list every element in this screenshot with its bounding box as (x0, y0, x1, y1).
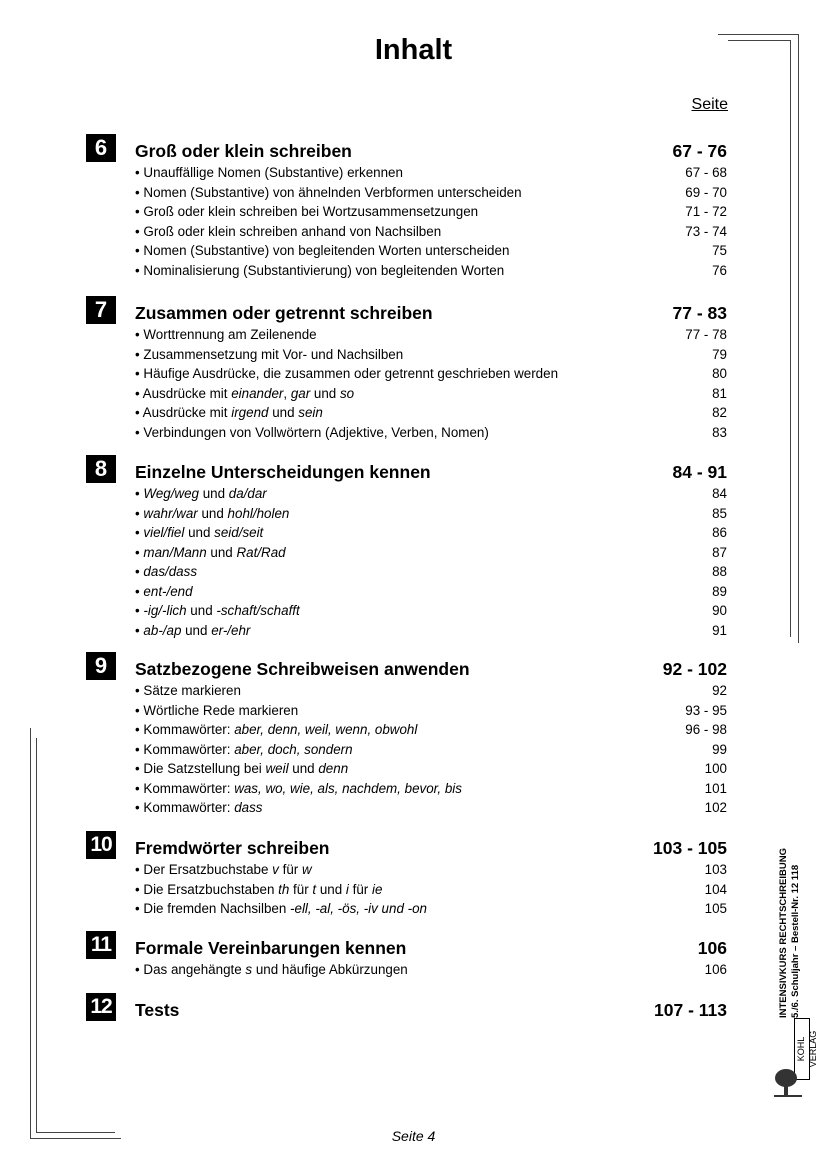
toc-entry-pages: 76 (712, 262, 727, 278)
publisher-logo (772, 1020, 818, 1100)
toc-entry (135, 345, 727, 365)
section-number-badge: 10 (86, 831, 116, 859)
toc-entry-text: • Ausdrücke mit irgend und sein (135, 405, 323, 420)
toc-entry-pages: 104 (704, 881, 727, 897)
toc-entry-pages: 81 (712, 385, 727, 401)
section-page-range: 106 (697, 938, 727, 958)
toc-entry-text: • Häufige Ausdrücke, die zusammen oder getrennt geschrieben werden (135, 366, 559, 381)
section-number-badge: 6 (86, 134, 116, 162)
toc-entry-text: • ab-/ap und er-/ehr (135, 622, 251, 638)
section-number-badge: 11 (86, 931, 116, 959)
toc-entry-text: • viel/fiel und seid/seit (135, 525, 264, 540)
toc-entry-pages: 87 (712, 544, 727, 560)
toc-entry (135, 163, 727, 183)
section-number-badge: 9 (86, 652, 116, 680)
toc-entry-pages: 102 (704, 800, 727, 815)
section-title: Groß oder klein schreiben (135, 141, 352, 161)
toc-entry-text: • Groß oder klein schreiben bei Wortzusammensetzungen (135, 204, 479, 219)
toc-entry-pages: 75 (712, 243, 727, 258)
toc-entry-pages: 93 - 95 (685, 702, 727, 718)
toc-entry-pages: 96 - 98 (685, 722, 727, 737)
toc-entry (135, 384, 727, 404)
toc-entry-pages: 85 (712, 505, 727, 521)
toc-entry-pages: 84 (712, 486, 727, 501)
side-series-title: INTENSIVKURS RECHTSCHREIBUNG (778, 848, 789, 1018)
page-column-label: Seite (691, 96, 728, 113)
section-items (135, 163, 727, 280)
toc-entry-text: • das/dass (135, 564, 198, 579)
toc-entry-text: • Verbindungen von Vollwörtern (Adjektive, Verben, Nomen) (135, 424, 489, 440)
toc-entry-pages: 89 (712, 583, 727, 599)
toc-entry-text: • Zusammensetzung mit Vor- und Nachsilben (135, 346, 404, 362)
toc-entry-text: • Sätze markieren (135, 683, 241, 698)
section-heading (135, 458, 727, 482)
toc-entry (135, 720, 727, 740)
toc-entry (135, 183, 727, 203)
page-title: Inhalt (374, 34, 453, 66)
section-items (135, 860, 727, 919)
toc-entry (135, 759, 727, 779)
toc-entry (135, 241, 727, 261)
section-items (135, 325, 727, 442)
section-heading (135, 299, 727, 323)
toc-entry-text: • Nomen (Substantive) von begleitenden Worten unterscheiden (135, 243, 510, 258)
toc-entry (135, 261, 727, 281)
corner-frame-top-right-inner (728, 40, 791, 637)
section-items (135, 960, 727, 980)
toc-entry-text: • man/Mann und Rat/Rad (135, 544, 286, 560)
toc-entry-text: • Kommawörter: dass (135, 800, 263, 815)
toc-entry-pages: 77 - 78 (685, 327, 727, 342)
section-number-badge: 8 (86, 455, 116, 483)
toc-entry-pages: 69 - 70 (685, 184, 727, 200)
toc-entry-pages: 92 (712, 683, 727, 698)
toc-entry-pages: 83 (712, 424, 727, 440)
toc-entry (135, 222, 727, 242)
toc-entry (135, 202, 727, 222)
section-items (135, 681, 727, 818)
toc-entry (135, 523, 727, 543)
toc-entry-text: • ent-/end (135, 583, 193, 599)
section-page-range: 84 - 91 (672, 462, 727, 482)
section-heading (135, 655, 727, 679)
toc-entry-pages: 86 (712, 525, 727, 540)
toc-entry-pages: 79 (712, 346, 727, 362)
toc-entry-text: • Groß oder klein schreiben anhand von Nachsilben (135, 223, 442, 239)
toc-entry-text: • Weg/weg und da/dar (135, 486, 267, 501)
toc-entry-text: • Die Satzstellung bei weil und denn (135, 761, 349, 776)
toc-entry-pages: 80 (712, 366, 727, 381)
side-order-number: 5./6. Schuljahr – Bestell-Nr. 12 118 (790, 864, 801, 1018)
section-heading (135, 996, 727, 1020)
section-title: Zusammen oder getrennt schreiben (135, 303, 433, 323)
toc-entry-text: • Ausdrücke mit einander, gar und so (135, 385, 355, 401)
toc-entry-pages: 90 (712, 603, 727, 618)
section-page-range: 77 - 83 (672, 303, 727, 323)
toc-entry-text: • Kommawörter: was, wo, wie, als, nachdem, bevor, bis (135, 780, 462, 796)
toc-entry (135, 423, 727, 443)
toc-entry-pages: 91 (712, 622, 727, 638)
toc-entry-text: • Der Ersatzbuchstabe v für w (135, 862, 312, 877)
section-title: Satzbezogene Schreibweisen anwenden (135, 659, 470, 679)
toc-entry (135, 403, 727, 423)
toc-entry (135, 960, 727, 980)
toc-entry-text: • Kommawörter: aber, denn, weil, wenn, obwohl (135, 722, 418, 737)
toc-entry-text: • Das angehängte s und häufige Abkürzungen (135, 962, 408, 977)
section-page-range: 67 - 76 (672, 141, 727, 161)
toc-entry-text: • Unauffällige Nomen (Substantive) erkennen (135, 165, 403, 180)
toc-entry-text: • Kommawörter: aber, doch, sondern (135, 741, 353, 757)
toc-entry (135, 562, 727, 582)
toc-entry (135, 364, 727, 384)
toc-entry (135, 601, 727, 621)
section-title: Formale Vereinbarungen kennen (135, 938, 407, 958)
side-publication-info (778, 834, 812, 1018)
toc-entry (135, 681, 727, 701)
toc-entry (135, 504, 727, 524)
toc-entry-pages: 82 (712, 405, 727, 420)
toc-entry-text: • Wörtliche Rede markieren (135, 702, 299, 718)
toc-entry-pages: 106 (704, 962, 727, 977)
toc-entry-text: • Worttrennung am Zeilenende (135, 327, 317, 342)
toc-entry (135, 798, 727, 818)
toc-entry-pages: 67 - 68 (685, 165, 727, 180)
publisher-logo-text: KOHL VERLAG (794, 1018, 810, 1080)
section-title: Tests (135, 1000, 180, 1020)
toc-entry-pages: 71 - 72 (685, 204, 727, 219)
toc-entry (135, 860, 727, 880)
tree-icon (772, 1068, 812, 1098)
toc-entry-pages: 73 - 74 (685, 223, 727, 239)
toc-entry (135, 880, 727, 900)
toc-entry-text: • Die Ersatzbuchstaben th für t und i für ie (135, 881, 383, 897)
toc-entry (135, 621, 727, 641)
section-title: Einzelne Unterscheidungen kennen (135, 462, 431, 482)
toc-entry-text: • Nomen (Substantive) von ähnelnden Verbformen unterscheiden (135, 184, 522, 200)
toc-entry (135, 779, 727, 799)
section-page-range: 107 - 113 (654, 1000, 727, 1020)
section-page-range: 92 - 102 (662, 659, 727, 679)
toc-entry-text: • Nominalisierung (Substantivierung) von begleitenden Worten (135, 262, 505, 278)
section-page-range: 103 - 105 (653, 838, 727, 858)
section-number-badge: 7 (86, 296, 116, 324)
toc-entry-text: • -ig/-lich und -schaft/schafft (135, 603, 300, 618)
toc-entry (135, 582, 727, 602)
toc-entry (135, 740, 727, 760)
section-heading (135, 934, 727, 958)
toc-entry (135, 899, 727, 919)
section-heading (135, 137, 727, 161)
toc-entry-pages: 101 (704, 780, 727, 796)
toc-entry-pages: 103 (704, 862, 727, 877)
toc-entry-pages: 100 (704, 761, 727, 776)
toc-entry (135, 701, 727, 721)
section-heading (135, 834, 727, 858)
toc-entry (135, 325, 727, 345)
toc-entry-text: • Die fremden Nachsilben -ell, -al, -ös, -iv und -on (135, 901, 427, 916)
toc-entry-pages: 99 (712, 741, 727, 757)
section-title: Fremdwörter schreiben (135, 838, 330, 858)
section-items (135, 484, 727, 640)
toc-entry-text: • wahr/war und hohl/holen (135, 505, 290, 521)
toc-entry (135, 484, 727, 504)
toc-entry-pages: 105 (704, 901, 727, 916)
toc-entry-pages: 88 (712, 564, 727, 579)
toc-entry (135, 543, 727, 563)
section-number-badge: 12 (86, 993, 116, 1021)
page-footer: Seite 4 (391, 1128, 436, 1144)
